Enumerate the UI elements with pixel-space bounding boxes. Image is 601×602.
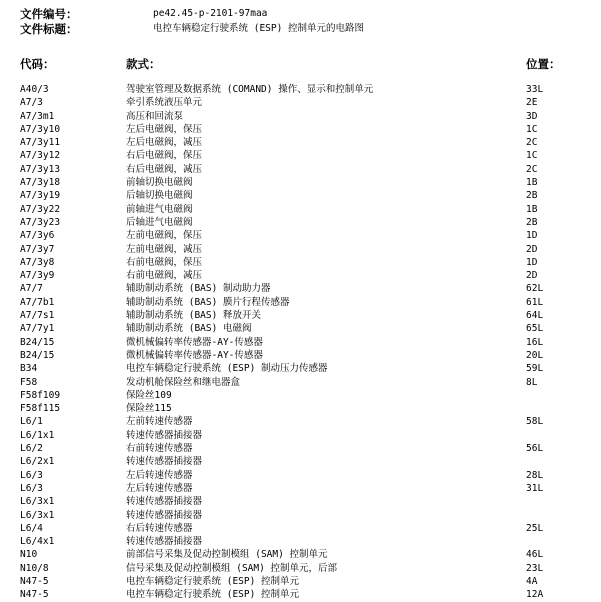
row-position: 16L bbox=[526, 336, 544, 348]
row-code: A7/3y6 bbox=[20, 230, 55, 242]
row-code: A7/3y22 bbox=[20, 203, 61, 215]
row-description: 前部信号采集及促动控制模组 (SAM) 控制单元 bbox=[126, 549, 328, 561]
row-position: 3D bbox=[526, 110, 538, 122]
row-description: 辅助制动系统 (BAS) 电磁阀 bbox=[126, 323, 252, 335]
row-position: 2E bbox=[526, 97, 538, 109]
row-code: F58 bbox=[20, 376, 38, 388]
row-position: 58L bbox=[526, 416, 544, 428]
row-description: 右前电磁阀，减压 bbox=[126, 270, 203, 282]
row-description: 保险丝115 bbox=[126, 403, 172, 415]
file-title-label: 文件标题： bbox=[20, 22, 78, 36]
column-header-position: 位置： bbox=[526, 57, 561, 71]
row-description: 转速传感器插接器 bbox=[126, 536, 203, 548]
row-description: 左后电磁阀，保压 bbox=[126, 123, 203, 135]
row-description: 左后转速传感器 bbox=[126, 469, 193, 481]
row-description: 微机械偏转率传感器-AY-传感器 bbox=[126, 336, 263, 348]
row-position: 28L bbox=[526, 469, 544, 481]
row-position: 2D bbox=[526, 243, 538, 255]
row-code: L6/4 bbox=[20, 522, 43, 534]
table-row bbox=[0, 176, 601, 189]
column-header-code: 代码： bbox=[20, 57, 55, 71]
row-position: 2D bbox=[526, 270, 538, 282]
row-position: 1D bbox=[526, 256, 538, 268]
row-code: A7/7b1 bbox=[20, 296, 55, 308]
row-code: A7/3y13 bbox=[20, 163, 61, 175]
row-code: L6/3x1 bbox=[20, 496, 55, 508]
row-code: L6/3 bbox=[20, 482, 43, 494]
row-position: 31L bbox=[526, 482, 544, 494]
table-row bbox=[0, 455, 601, 468]
row-code: A7/3y11 bbox=[20, 137, 61, 149]
table-header bbox=[0, 56, 601, 72]
row-code: A7/3y7 bbox=[20, 243, 55, 255]
row-position: 59L bbox=[526, 363, 544, 375]
table-row bbox=[0, 562, 601, 575]
row-code: A7/7 bbox=[20, 283, 43, 295]
table-row bbox=[0, 110, 601, 123]
row-code: L6/3x1 bbox=[20, 509, 55, 521]
row-code: A7/3y12 bbox=[20, 150, 61, 162]
row-description: 前轴进气电磁阀 bbox=[126, 203, 193, 215]
row-code: L6/4x1 bbox=[20, 536, 55, 548]
row-description: 右后转速传感器 bbox=[126, 522, 193, 534]
row-description: 微机械偏转率传感器-AY-传感器 bbox=[126, 349, 263, 361]
table-row bbox=[0, 309, 601, 322]
file-number-label: 文件编号： bbox=[20, 7, 78, 21]
row-position: 1C bbox=[526, 150, 538, 162]
row-position: 12A bbox=[526, 589, 544, 601]
row-position: 33L bbox=[526, 84, 544, 95]
row-code: N10 bbox=[20, 549, 38, 561]
row-description: 转速传感器插接器 bbox=[126, 429, 203, 441]
table-row bbox=[0, 256, 601, 269]
row-code: L6/1 bbox=[20, 416, 43, 428]
row-code: A7/3y19 bbox=[20, 190, 61, 202]
row-position: 2C bbox=[526, 163, 538, 175]
row-description: 辅助制动系统 (BAS) 制动助力器 bbox=[126, 283, 271, 295]
table-row bbox=[0, 522, 601, 535]
row-description: 前轴切换电磁阀 bbox=[126, 177, 193, 189]
row-position: 2C bbox=[526, 137, 538, 149]
row-position: 8L bbox=[526, 376, 538, 388]
table-row bbox=[0, 243, 601, 256]
row-code: A7/3y9 bbox=[20, 270, 55, 282]
row-description: 右前电磁阀，保压 bbox=[126, 256, 203, 268]
table-row bbox=[0, 336, 601, 349]
column-header-description: 款式： bbox=[126, 57, 161, 71]
row-code: B34 bbox=[20, 363, 38, 375]
file-number-value: pe42.45-p-2101-97maa bbox=[153, 8, 268, 19]
row-description: 后轴切换电磁阀 bbox=[126, 190, 193, 202]
row-code: L6/3 bbox=[20, 469, 43, 481]
row-description: 后轴进气电磁阀 bbox=[126, 216, 193, 228]
row-position: 64L bbox=[526, 310, 544, 322]
table-row bbox=[0, 149, 601, 162]
row-description: 信号采集及促动控制模组 (SAM) 控制单元，后部 bbox=[126, 562, 338, 574]
table-row bbox=[0, 509, 601, 522]
table-row bbox=[0, 389, 601, 402]
row-position: 1C bbox=[526, 123, 538, 135]
table-row bbox=[0, 123, 601, 136]
row-code: L6/2x1 bbox=[20, 456, 55, 468]
row-position: 20L bbox=[526, 349, 544, 361]
row-code: L6/1x1 bbox=[20, 429, 55, 441]
row-code: A7/3y8 bbox=[20, 256, 55, 268]
row-position: 1B bbox=[526, 177, 538, 189]
row-description: 高压和回流泵 bbox=[126, 110, 184, 122]
table-row bbox=[0, 96, 601, 109]
file-title-value: 电控车辆稳定行驶系统 (ESP) 控制单元的电路图 bbox=[153, 23, 365, 34]
row-code: F58f115 bbox=[20, 403, 61, 415]
row-position: 2B bbox=[526, 216, 538, 228]
table-row bbox=[0, 575, 601, 588]
row-description: 右后电磁阀，保压 bbox=[126, 150, 203, 162]
row-code: A7/3 bbox=[20, 97, 43, 109]
row-position: 56L bbox=[526, 443, 544, 455]
row-description: 右前转速传感器 bbox=[126, 443, 193, 455]
table-row bbox=[0, 229, 601, 242]
row-code: A7/3y10 bbox=[20, 123, 61, 135]
row-code: B24/15 bbox=[20, 349, 55, 361]
row-description: 电控车辆稳定行驶系统 (ESP) 控制单元 bbox=[126, 575, 300, 587]
row-code: A40/3 bbox=[20, 84, 49, 95]
row-description: 辅助制动系统 (BAS) 释放开关 bbox=[126, 310, 262, 322]
row-description: 左前转速传感器 bbox=[126, 416, 193, 428]
row-code: F58f109 bbox=[20, 389, 61, 401]
row-code: A7/3y23 bbox=[20, 216, 61, 228]
row-position: 1D bbox=[526, 230, 538, 242]
row-code: A7/3m1 bbox=[20, 110, 55, 122]
row-code: B24/15 bbox=[20, 336, 55, 348]
table-row bbox=[0, 269, 601, 282]
table-row bbox=[0, 495, 601, 508]
table-row bbox=[0, 548, 601, 561]
row-position: 62L bbox=[526, 283, 544, 295]
row-description: 发动机舱保险丝和继电器盒 bbox=[126, 376, 241, 388]
row-code: A7/7y1 bbox=[20, 323, 55, 335]
row-description: 左前电磁阀，保压 bbox=[126, 230, 203, 242]
row-description: 电控车辆稳定行驶系统 (ESP) 制动压力传感器 bbox=[126, 363, 328, 375]
row-description: 转速传感器插接器 bbox=[126, 456, 203, 468]
table-row bbox=[0, 322, 601, 335]
row-code: N47-5 bbox=[20, 589, 49, 601]
table-row bbox=[0, 376, 601, 389]
table-row bbox=[0, 442, 601, 455]
row-code: A7/7s1 bbox=[20, 310, 55, 322]
table-row bbox=[0, 402, 601, 415]
row-position: 65L bbox=[526, 323, 544, 335]
table-row bbox=[0, 282, 601, 295]
row-description: 电控车辆稳定行驶系统 (ESP) 控制单元 bbox=[126, 589, 300, 601]
row-description: 右后电磁阀，减压 bbox=[126, 163, 203, 175]
row-code: N10/8 bbox=[20, 562, 49, 574]
table-row bbox=[0, 588, 601, 601]
row-code: L6/2 bbox=[20, 443, 43, 455]
component-table bbox=[0, 83, 601, 602]
table-row bbox=[0, 415, 601, 428]
row-position: 1B bbox=[526, 203, 538, 215]
table-row bbox=[0, 189, 601, 202]
table-row bbox=[0, 203, 601, 216]
row-position: 61L bbox=[526, 296, 544, 308]
row-position: 2B bbox=[526, 190, 538, 202]
table-row bbox=[0, 136, 601, 149]
row-description: 驾驶室管理及数据系统 (COMAND) 操作、显示和控制单元 bbox=[126, 84, 374, 95]
table-row bbox=[0, 482, 601, 495]
row-position: 46L bbox=[526, 549, 544, 561]
table-row bbox=[0, 469, 601, 482]
row-description: 牵引系统液压单元 bbox=[126, 97, 203, 109]
row-position: 25L bbox=[526, 522, 544, 534]
row-description: 辅助制动系统 (BAS) 膜片行程传感器 bbox=[126, 296, 290, 308]
row-position: 23L bbox=[526, 562, 544, 574]
table-row bbox=[0, 216, 601, 229]
table-row bbox=[0, 83, 601, 96]
row-position: 4A bbox=[526, 575, 538, 587]
table-row bbox=[0, 296, 601, 309]
row-code: N47-5 bbox=[20, 575, 49, 587]
row-description: 左后电磁阀，减压 bbox=[126, 137, 203, 149]
table-row bbox=[0, 535, 601, 548]
row-description: 左前电磁阀，减压 bbox=[126, 243, 203, 255]
row-description: 左后转速传感器 bbox=[126, 482, 193, 494]
row-description: 转速传感器插接器 bbox=[126, 496, 203, 508]
table-row bbox=[0, 429, 601, 442]
row-code: A7/3y18 bbox=[20, 177, 61, 189]
table-row bbox=[0, 362, 601, 375]
row-description: 保险丝109 bbox=[126, 389, 172, 401]
row-description: 转速传感器插接器 bbox=[126, 509, 203, 521]
table-row bbox=[0, 163, 601, 176]
table-row bbox=[0, 349, 601, 362]
